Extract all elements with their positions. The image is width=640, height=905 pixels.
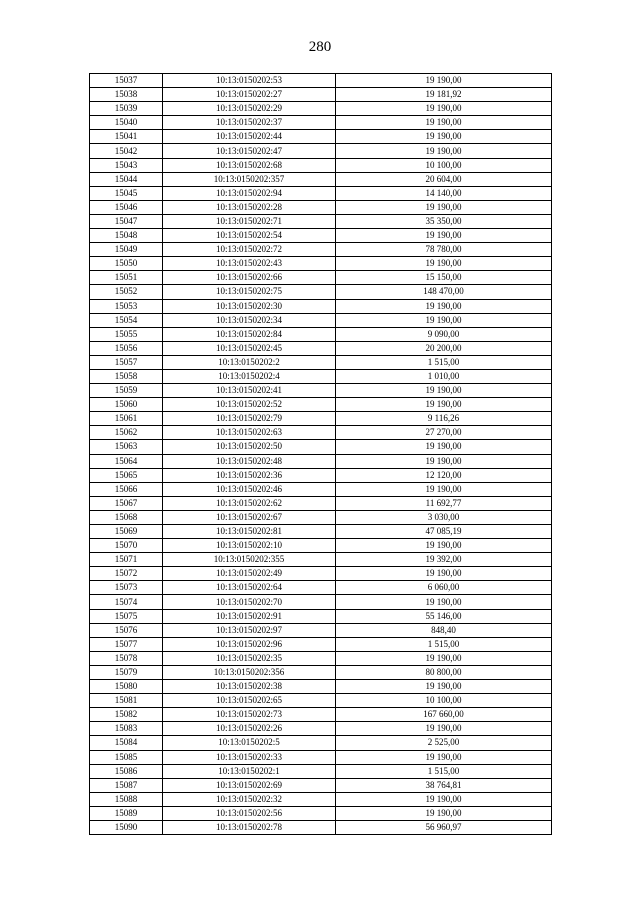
value-cell: 19 190,00 [336,806,552,820]
table-row [90,116,552,130]
table-row [90,778,552,792]
value-cell: 20 200,00 [336,341,552,355]
table-row [90,665,552,679]
row-number-cell: 15044 [90,172,163,186]
table-row [90,454,552,468]
table-row [90,736,552,750]
value-cell: 19 190,00 [336,567,552,581]
row-number-cell: 15058 [90,369,163,383]
cadastral-number-cell: 10:13:0150202:72 [163,243,336,257]
value-cell: 27 270,00 [336,426,552,440]
table-row [90,200,552,214]
table-row [90,102,552,116]
cadastral-number-cell: 10:13:0150202:27 [163,88,336,102]
value-cell: 19 190,00 [336,74,552,88]
row-number-cell: 15089 [90,806,163,820]
table-row [90,440,552,454]
value-cell: 19 190,00 [336,200,552,214]
row-number-cell: 15054 [90,313,163,327]
table-row [90,694,552,708]
table-row [90,680,552,694]
cadastral-number-cell: 10:13:0150202:75 [163,285,336,299]
cadastral-number-cell: 10:13:0150202:10 [163,539,336,553]
row-number-cell: 15069 [90,525,163,539]
value-cell: 19 190,00 [336,229,552,243]
value-cell: 19 190,00 [336,722,552,736]
row-number-cell: 15039 [90,102,163,116]
cadastral-number-cell: 10:13:0150202:32 [163,792,336,806]
row-number-cell: 15080 [90,680,163,694]
row-number-cell: 15045 [90,186,163,200]
value-cell: 19 190,00 [336,651,552,665]
table-row [90,214,552,228]
table-row [90,257,552,271]
value-cell: 19 190,00 [336,440,552,454]
cadastral-number-cell: 10:13:0150202:1 [163,764,336,778]
table-row [90,539,552,553]
cadastral-number-cell: 10:13:0150202:81 [163,525,336,539]
value-cell: 848,40 [336,623,552,637]
cadastral-number-cell: 10:13:0150202:62 [163,496,336,510]
value-cell: 1 515,00 [336,637,552,651]
value-cell: 55 146,00 [336,609,552,623]
cadastral-number-cell: 10:13:0150202:45 [163,341,336,355]
value-cell: 19 190,00 [336,750,552,764]
value-cell: 19 190,00 [336,454,552,468]
row-number-cell: 15066 [90,482,163,496]
value-cell: 19 190,00 [336,792,552,806]
cadastral-number-cell: 10:13:0150202:44 [163,130,336,144]
value-cell: 20 604,00 [336,172,552,186]
cadastral-number-cell: 10:13:0150202:71 [163,214,336,228]
cadastral-number-cell: 10:13:0150202:70 [163,595,336,609]
row-number-cell: 15075 [90,609,163,623]
cadastral-number-cell: 10:13:0150202:38 [163,680,336,694]
value-cell: 19 190,00 [336,313,552,327]
row-number-cell: 15037 [90,74,163,88]
table-row [90,792,552,806]
cadastral-number-cell: 10:13:0150202:4 [163,369,336,383]
cadastral-number-cell: 10:13:0150202:54 [163,229,336,243]
table-row [90,623,552,637]
row-number-cell: 15071 [90,553,163,567]
table-row [90,581,552,595]
row-number-cell: 15085 [90,750,163,764]
cadastral-number-cell: 10:13:0150202:53 [163,74,336,88]
value-cell: 14 140,00 [336,186,552,200]
value-cell: 1 515,00 [336,355,552,369]
row-number-cell: 15050 [90,257,163,271]
row-number-cell: 15040 [90,116,163,130]
value-cell: 6 060,00 [336,581,552,595]
cadastral-number-cell: 10:13:0150202:73 [163,708,336,722]
row-number-cell: 15053 [90,299,163,313]
table-row [90,130,552,144]
table-row [90,158,552,172]
row-number-cell: 15083 [90,722,163,736]
cadastral-number-cell: 10:13:0150202:91 [163,609,336,623]
table-row [90,229,552,243]
table-row [90,186,552,200]
value-cell: 19 190,00 [336,482,552,496]
cadastral-number-cell: 10:13:0150202:26 [163,722,336,736]
table-row [90,820,552,834]
cadastral-number-cell: 10:13:0150202:65 [163,694,336,708]
table-row [90,426,552,440]
registry-table [89,73,552,835]
row-number-cell: 15073 [90,581,163,595]
cadastral-number-cell: 10:13:0150202:50 [163,440,336,454]
row-number-cell: 15078 [90,651,163,665]
value-cell: 19 190,00 [336,398,552,412]
table-row [90,525,552,539]
value-cell: 12 120,00 [336,468,552,482]
row-number-cell: 15038 [90,88,163,102]
cadastral-number-cell: 10:13:0150202:355 [163,553,336,567]
table-row [90,243,552,257]
cadastral-number-cell: 10:13:0150202:49 [163,567,336,581]
row-number-cell: 15059 [90,384,163,398]
row-number-cell: 15051 [90,271,163,285]
cadastral-number-cell: 10:13:0150202:64 [163,581,336,595]
cadastral-number-cell: 10:13:0150202:5 [163,736,336,750]
row-number-cell: 15076 [90,623,163,637]
cadastral-number-cell: 10:13:0150202:37 [163,116,336,130]
cadastral-number-cell: 10:13:0150202:52 [163,398,336,412]
row-number-cell: 15052 [90,285,163,299]
table-row [90,271,552,285]
table-row [90,172,552,186]
table-row [90,609,552,623]
table-row [90,355,552,369]
value-cell: 10 100,00 [336,158,552,172]
cadastral-number-cell: 10:13:0150202:357 [163,172,336,186]
table-row [90,567,552,581]
row-number-cell: 15084 [90,736,163,750]
row-number-cell: 15049 [90,243,163,257]
value-cell: 1 515,00 [336,764,552,778]
row-number-cell: 15065 [90,468,163,482]
value-cell: 19 181,92 [336,88,552,102]
value-cell: 1 010,00 [336,369,552,383]
row-number-cell: 15047 [90,214,163,228]
cadastral-number-cell: 10:13:0150202:79 [163,412,336,426]
cadastral-number-cell: 10:13:0150202:30 [163,299,336,313]
table-row [90,327,552,341]
cadastral-number-cell: 10:13:0150202:68 [163,158,336,172]
row-number-cell: 15074 [90,595,163,609]
value-cell: 19 392,00 [336,553,552,567]
cadastral-number-cell: 10:13:0150202:2 [163,355,336,369]
value-cell: 19 190,00 [336,384,552,398]
row-number-cell: 15063 [90,440,163,454]
value-cell: 19 190,00 [336,130,552,144]
value-cell: 19 190,00 [336,102,552,116]
table-row [90,764,552,778]
row-number-cell: 15064 [90,454,163,468]
cadastral-number-cell: 10:13:0150202:41 [163,384,336,398]
cadastral-number-cell: 10:13:0150202:35 [163,651,336,665]
table-row [90,74,552,88]
cadastral-number-cell: 10:13:0150202:28 [163,200,336,214]
cadastral-number-cell: 10:13:0150202:78 [163,820,336,834]
cadastral-number-cell: 10:13:0150202:29 [163,102,336,116]
row-number-cell: 15048 [90,229,163,243]
value-cell: 10 100,00 [336,694,552,708]
row-number-cell: 15042 [90,144,163,158]
row-number-cell: 15082 [90,708,163,722]
table-row [90,468,552,482]
row-number-cell: 15088 [90,792,163,806]
value-cell: 19 190,00 [336,144,552,158]
value-cell: 167 660,00 [336,708,552,722]
value-cell: 148 470,00 [336,285,552,299]
value-cell: 35 350,00 [336,214,552,228]
cadastral-number-cell: 10:13:0150202:47 [163,144,336,158]
value-cell: 2 525,00 [336,736,552,750]
cadastral-number-cell: 10:13:0150202:56 [163,806,336,820]
cadastral-number-cell: 10:13:0150202:66 [163,271,336,285]
row-number-cell: 15081 [90,694,163,708]
row-number-cell: 15070 [90,539,163,553]
cadastral-number-cell: 10:13:0150202:97 [163,623,336,637]
table-row [90,482,552,496]
table-row [90,510,552,524]
row-number-cell: 15043 [90,158,163,172]
cadastral-number-cell: 10:13:0150202:94 [163,186,336,200]
table-row [90,313,552,327]
row-number-cell: 15086 [90,764,163,778]
cadastral-number-cell: 10:13:0150202:46 [163,482,336,496]
value-cell: 78 780,00 [336,243,552,257]
value-cell: 19 190,00 [336,595,552,609]
row-number-cell: 15077 [90,637,163,651]
row-number-cell: 15060 [90,398,163,412]
table-row [90,651,552,665]
table-row [90,496,552,510]
row-number-cell: 15090 [90,820,163,834]
value-cell: 15 150,00 [336,271,552,285]
table-row [90,384,552,398]
value-cell: 19 190,00 [336,299,552,313]
cadastral-number-cell: 10:13:0150202:36 [163,468,336,482]
row-number-cell: 15079 [90,665,163,679]
table-row [90,285,552,299]
page-number: 280 [308,39,332,55]
cadastral-number-cell: 10:13:0150202:84 [163,327,336,341]
row-number-cell: 15055 [90,327,163,341]
table-row [90,637,552,651]
cadastral-number-cell: 10:13:0150202:69 [163,778,336,792]
row-number-cell: 15057 [90,355,163,369]
table-row [90,369,552,383]
table-row [90,398,552,412]
row-number-cell: 15056 [90,341,163,355]
row-number-cell: 15062 [90,426,163,440]
value-cell: 19 190,00 [336,116,552,130]
table-row [90,144,552,158]
table-row [90,341,552,355]
cadastral-number-cell: 10:13:0150202:48 [163,454,336,468]
value-cell: 56 960,97 [336,820,552,834]
cadastral-number-cell: 10:13:0150202:63 [163,426,336,440]
value-cell: 80 800,00 [336,665,552,679]
table-row [90,553,552,567]
table-row [90,806,552,820]
row-number-cell: 15046 [90,200,163,214]
value-cell: 19 190,00 [336,680,552,694]
value-cell: 11 692,77 [336,496,552,510]
row-number-cell: 15061 [90,412,163,426]
table-row [90,750,552,764]
value-cell: 9 116,26 [336,412,552,426]
table-row [90,412,552,426]
cadastral-number-cell: 10:13:0150202:34 [163,313,336,327]
row-number-cell: 15068 [90,510,163,524]
cadastral-number-cell: 10:13:0150202:67 [163,510,336,524]
value-cell: 19 190,00 [336,257,552,271]
table-row [90,595,552,609]
value-cell: 9 090,00 [336,327,552,341]
value-cell: 19 190,00 [336,539,552,553]
row-number-cell: 15067 [90,496,163,510]
table-row [90,708,552,722]
cadastral-number-cell: 10:13:0150202:33 [163,750,336,764]
table-row [90,299,552,313]
cadastral-number-cell: 10:13:0150202:96 [163,637,336,651]
cadastral-number-cell: 10:13:0150202:43 [163,257,336,271]
row-number-cell: 15087 [90,778,163,792]
table-row [90,88,552,102]
value-cell: 47 085,19 [336,525,552,539]
cadastral-number-cell: 10:13:0150202:356 [163,665,336,679]
table-row [90,722,552,736]
value-cell: 3 030,00 [336,510,552,524]
row-number-cell: 15072 [90,567,163,581]
registry-table-body [90,74,552,835]
value-cell: 38 764,81 [336,778,552,792]
row-number-cell: 15041 [90,130,163,144]
